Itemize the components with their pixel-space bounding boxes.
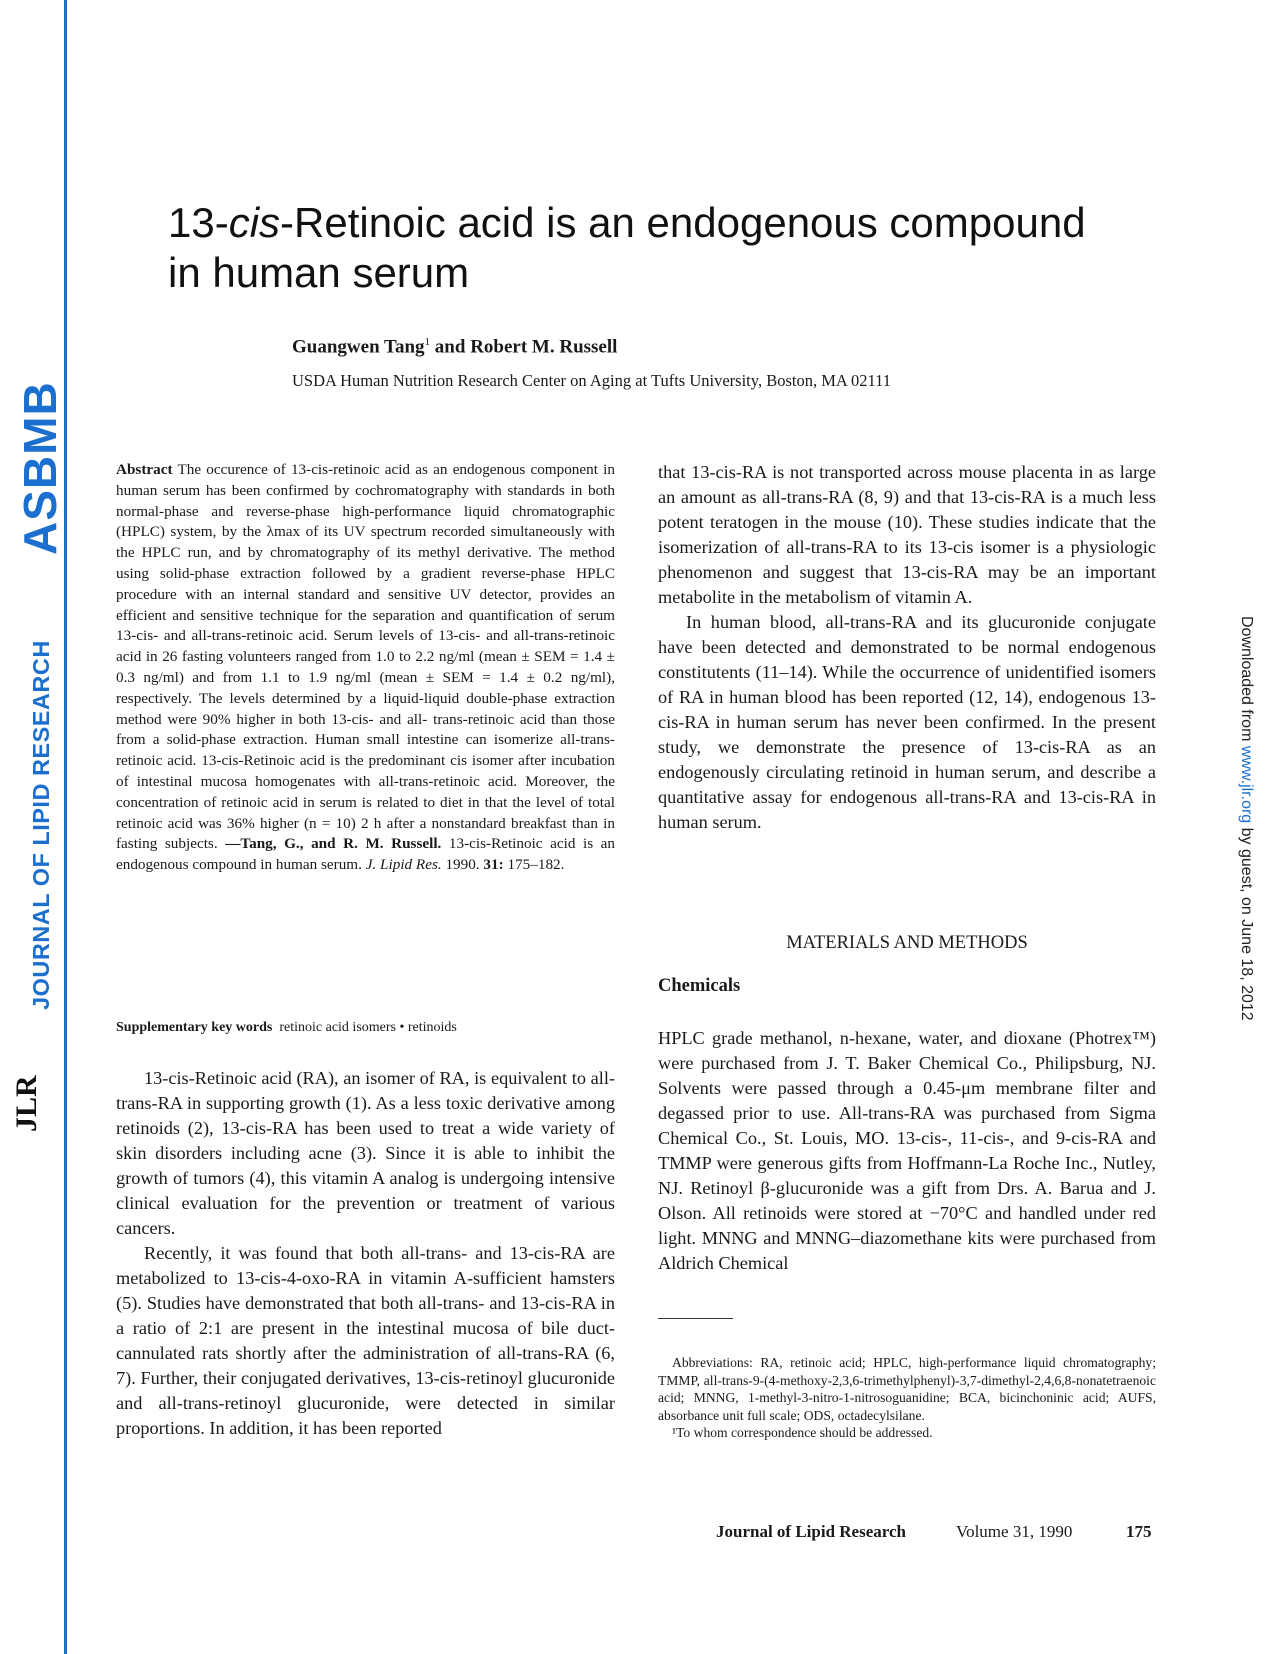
abstract [116,460,615,876]
footer-volume: Volume 31, 1990 [956,1522,1073,1541]
keywords-text: retinoic acid isomers • retinoids [279,1020,457,1035]
author-2: Robert M. Russell [470,336,618,358]
footnote-abbreviations: Abbreviations: RA, retinoic acid; HPLC, high-performance liquid chromatography; TMMP, all-trans-9-(4-methoxy-2,3,6-trimethylphenyl)-3,7-dimethyl-2,4,6,8-nonatetraenoic acid; MNNG, 1-methyl-3-nitro-1-nitrosoguanidine; BCA, bicinchoninic acid; AUFS, absorbance unit full scale; ODS, octadecylsilane. [658,1355,1156,1423]
article-title [168,198,1128,298]
body-paragraph: HPLC grade methanol, n-hexane, water, and dioxane (Photrex™) were purchased from J. T. Baker Chemical Co., Philipsburg, NJ. Solvents were passed through a 0.45-μm membrane filter and degassed prior to use. All-trans-RA was purchased from Sigma Chemical Co., St. Louis, MO. 13-cis-, 11-cis-, and 9-cis-RA and TMMP were generous gifts from Hoffmann-La Roche Inc., Nutley, NJ. Retinoyl β-glucuronide was a gift from Drs. A. Barua and J. Olson. All retinoids were stored at −70°C and handled under red light. MNNG and MNNG–diazomethane kits were purchased from Aldrich Chemical [658,1028,1156,1274]
body-left-column [116,1066,615,1441]
abstract-citation-year: 1990. [441,856,480,874]
body-paragraph: that 13-cis-RA is not transported across mouse placenta in as large an amount as all-trans-RA (8, 9) and that 13-cis-RA is a much less potent teratogen in the mouse (10). These studies indicate that the isomerization of all-trans-RA to its 13-cis isomer is a physiologic phenomenon and suggest that 13-cis-RA may be an important metabolite in the metabolism of vitamin A. [658,462,1156,607]
footer-journal: Journal of Lipid Research [716,1522,907,1541]
download-link[interactable]: www.jlr.org [1238,745,1255,824]
sidebar-accent-bar [64,0,67,1654]
body-paragraph: 13-cis-Retinoic acid (RA), an isomer of RA, is equivalent to all-trans-RA in supporting growth (1). As a less toxic derivative among retinoids (2), 13-cis-RA has been used to treat a wide variety of skin disorders including acne (3). Since it is able to inhibit the growth of tumors (4), this vitamin A analog is undergoing intensive clinical evaluation for the prevention or treatment of various cancers. [116,1068,615,1238]
download-note-prefix: Downloaded from [1238,616,1255,746]
body-right-column [658,460,1156,835]
keywords-label: Supplementary key words [116,1020,273,1035]
author-1-note: 1 [424,336,431,348]
affiliation: USDA Human Nutrition Research Center on Aging at Tufts University, Boston, MA 02111 [292,371,892,390]
abstract-citation-volume: 31: [483,856,504,874]
page-number: 175 [1126,1522,1152,1541]
title-part: -Retinoic acid is an endogenous compound in human serum [168,199,1086,296]
body-paragraph: Recently, it was found that both all-trans- and 13-cis-RA are metabolized to 13-cis-4-oxo-RA in vitamin A-sufficient hamsters (5). Studies have demonstrated that both all-trans- and 13-cis-RA in a ratio of 2:1 are present in the intestinal mucosa of bile duct-cannulated rats shortly after the administration of all-trans-RA (6, 7). Further, their conjugated derivatives, 13-cis-retinoyl glucuronide and all-trans-retinoyl glucuronide, were detected in similar proportions. In addition, it has been reported [116,1243,615,1438]
supplementary-keywords [116,1020,615,1036]
author-connector: and [430,336,471,358]
jlr-logo: JLR [10,1075,43,1132]
section-heading: MATERIALS AND METHODS [786,933,1028,953]
footnote-rule [658,1318,733,1319]
download-note-suffix: by guest, on June 18, 2012 [1238,823,1255,1021]
authors [292,336,617,358]
footnote-correspondence: ¹To whom correspondence should be addressed. [672,1425,933,1440]
abstract-citation-pages: 175–182. [503,856,565,874]
title-part: 13- [168,199,229,246]
abstract-label: Abstract [116,461,173,478]
download-note [1237,616,1255,1021]
journal-sidebar-label: JOURNAL OF LIPID RESEARCH [28,640,54,1010]
methods-text [658,1008,1156,1295]
abstract-text: The occurence of 13-cis-retinoic acid as an endogenous component in human serum has been confirmed by cochromatography with standards in both normal-phase and reverse-phase high-performance liquid chromatographic (HPLC) system, by the λmax of its UV spectrum recorded simultaneously with the HPLC run, and by chromatography of its methyl derivative. The method using solid-phase extraction followed by a gradient reverse-phase HPLC procedure with an internal standard and sensitive UV detector, provides an efficient and sensitive technique for the separation and quantification of serum 13-cis- and all-trans-retinoic acid. Serum levels of 13-cis- and all-trans-retinoic acid in 26 fasting volunteers ranged from 1.0 to 2.2 ng/ml (mean ± SEM = 1.4 ± 0.3 ng/ml) and from 1.1 to 1.9 ng/ml (mean ± SEM = 1.4 ± 0.2 ng/ml), respectively. The levels determined by a liquid-liquid double-phase extraction method were 90% higher in both 13-cis- and all- trans-retinoic acid than those from a solid-phase extraction. Human small intestine can isomerize all-trans-retinoic acid. 13-cis-Retinoic acid is the predominant cis isomer after incubation of intestinal mucosa homogenates with all-trans-retinoic acid. Moreover, the concentration of retinoic acid in serum is related to diet in that the level of total retinoic acid was 36% higher (n = 10) 2 h after a nonstandard breakfast than in fasting subjects. [116,461,615,853]
title-italic: cis [228,199,281,246]
body-paragraph: In human blood, all-trans-RA and its glucuronide conjugate have been detected and demonstrated to be normal endogenous constitutents (11–14). While the occurrence of unidentified isomers of RA in human blood has been reported (12, 14), endogenous 13-cis-RA in human serum has never been confirmed. In the present study, we demonstrate the presence of 13-cis-RA as an endogenously circulating retinoid in human serum, and describe a quantitative assay for endogenous all-trans-RA and 13-cis-RA in human serum. [658,612,1156,832]
abstract-citation-title: 13-cis-Retinoic acid is an endogenous compound in human serum. [116,835,615,874]
footnotes [658,1354,1156,1442]
abstract-citation-authors: —Tang, G., and R. M. Russell. [225,835,442,853]
abstract-citation-journal: J. Lipid Res. [365,856,442,874]
asbmb-logo: ASBMB [14,381,66,555]
author-1: Guangwen Tang [292,336,425,358]
subsection-heading: Chemicals [658,976,741,996]
